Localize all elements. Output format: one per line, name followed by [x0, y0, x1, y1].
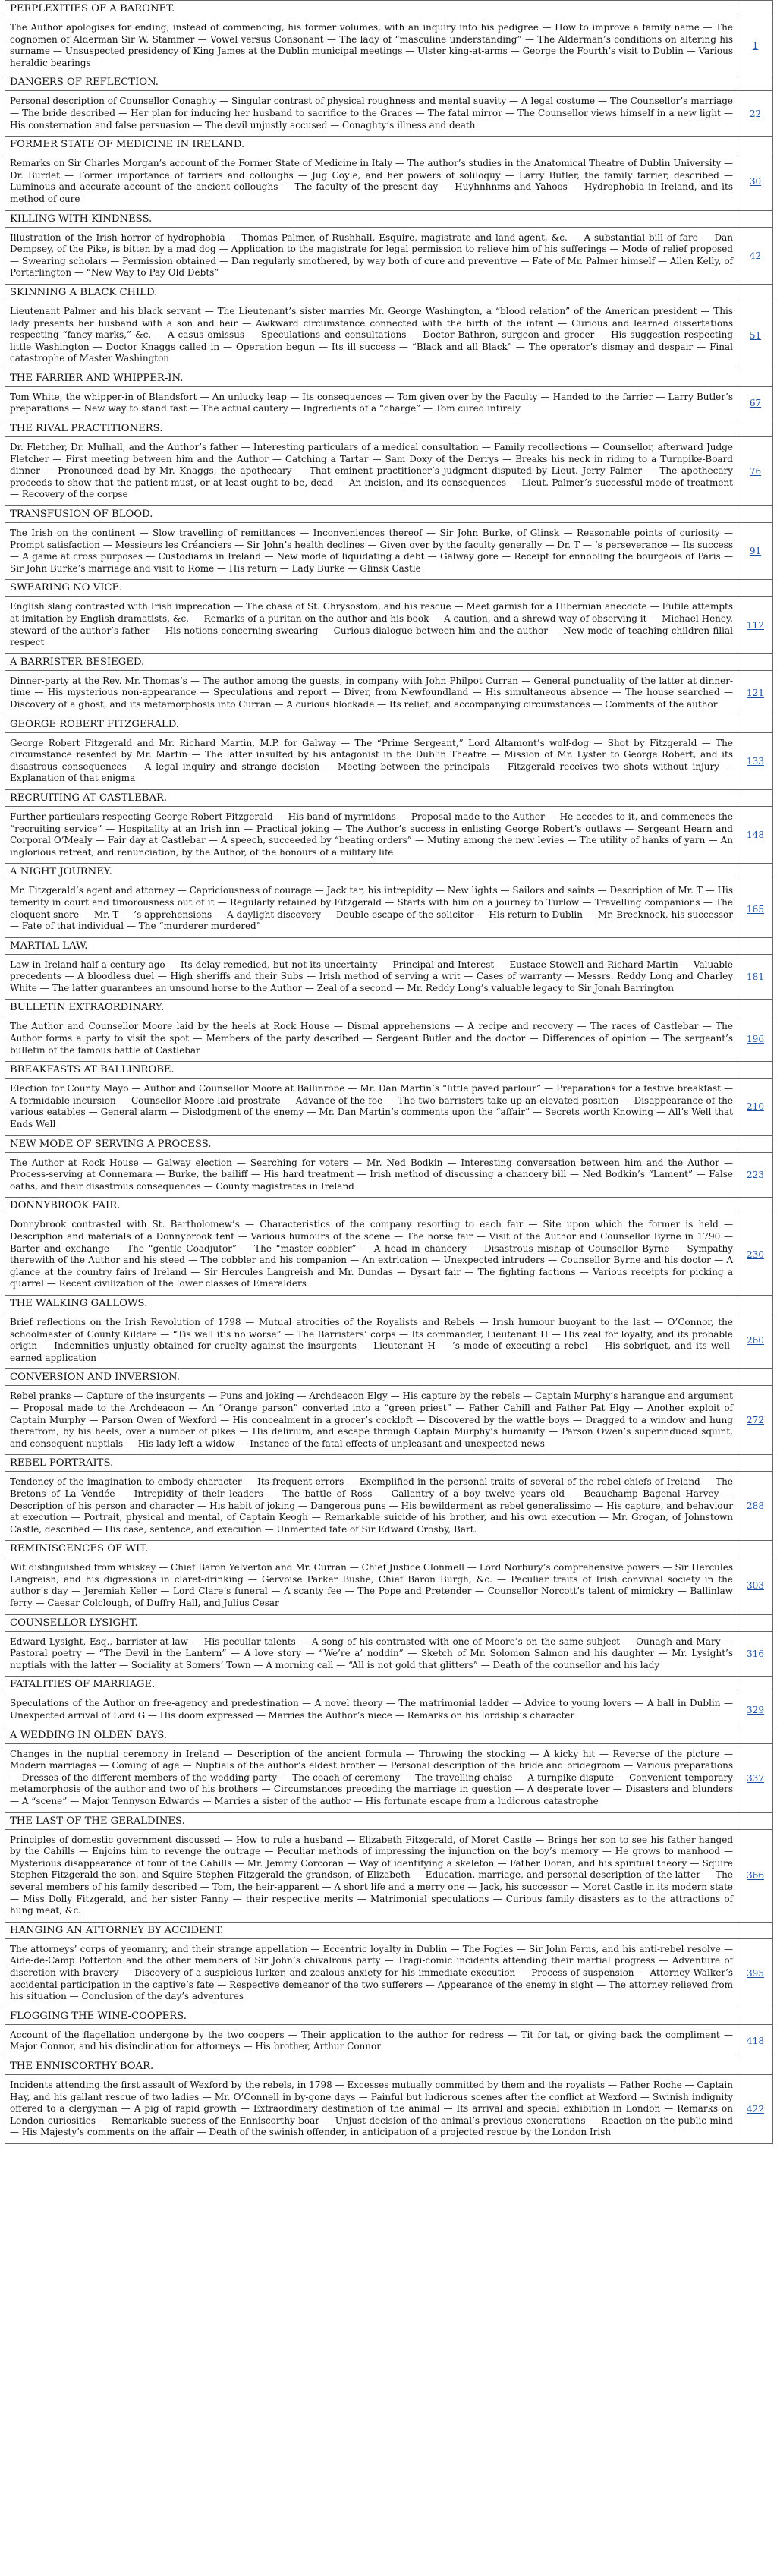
chapter-summary-row [5, 1693, 773, 1727]
chapter-title: DANGERS OF REFLECTION. [5, 74, 738, 91]
page-number-link[interactable]: 329 [747, 1705, 764, 1716]
chapter-title-row [5, 1455, 773, 1472]
chapter-title-row [5, 1727, 773, 1743]
chapter-title: BULLETIN EXTRAORDINARY. [5, 1000, 738, 1016]
page-number-link[interactable]: 30 [749, 176, 762, 187]
page-number-link[interactable]: 210 [747, 1101, 764, 1113]
page-number-link[interactable]: 366 [747, 1870, 764, 1882]
chapter-summary-row [5, 954, 773, 1000]
chapter-title-row [5, 284, 773, 301]
chapter-title-row [5, 74, 773, 91]
chapter-summary: Dinner-party at the Rev. Mr. Thomas’s — The author among the guests, in company with John Philpot Curran — General punctuality of the latter at dinner-time — His mysterious non-appearance — Speculations and report — Diver, from Newfoundland — His simultaneous absence — The house searched — Discovery of a ghost, and its metamorphosis into Curran — A curious blockade — Its relief, and accompanying circumstances — Comments of the author [5, 670, 738, 716]
chapter-summary: Speculations of the Author on free-agency and predestination — A novel theory — The matrimonial ladder — Advice to young lovers — A ball in Dublin — Unexpected arrival of Lord G — His doom expressed — Marries the Author’s niece — Remarks on his lordship’s character [5, 1693, 738, 1727]
chapter-summary-row [5, 153, 773, 210]
page-number-cell [738, 1557, 773, 1614]
page-number-link[interactable]: 418 [747, 2036, 764, 2047]
page-number-cell [738, 1631, 773, 1677]
page-number-link[interactable]: 42 [749, 250, 762, 261]
chapter-summary-row [5, 523, 773, 580]
blank-cell [738, 653, 773, 670]
page-number-cell [738, 2024, 773, 2058]
chapter-title: A BARRISTER BESIEGED. [5, 653, 738, 670]
chapter-title-row [5, 716, 773, 732]
chapter-title: CONVERSION AND INVERSION. [5, 1369, 738, 1386]
chapter-summary: Brief reflections on the Irish Revolution of 1798 — Mutual atrocities of the Royalists and Rebels — Irish humour buoyant to the last — O’Connor, the schoolmaster of County Kildare — “Tis well it’s no worse” — The Barristers’ corps — Its commander, Lieutenant H — His zeal for loyalty, and its probable origin — Indemnities unjustly obtained for cruelty against the insurgents — Lieutenant H — ’s mode of executing a rebel — His sobriquet, and its well-earned application [5, 1312, 738, 1368]
chapter-summary: Dr. Fletcher, Dr. Mulhall, and the Author’s father — Interesting particulars of a medical consultation — Family recollections — Counsellor, afterward Judge Fletcher — First meeting between him and the Author — Catching a Tartar — Sam Doxy of the Derrys — Breaks his neck in riding to a Turnpike-Board dinner — Pronounced dead by Mr. Knaggs, the apothecary — That eminent practitioner’s judgment disputed by Lieut. Jerry Palmer — The apothecary proceeds to show that the patient must, or at least ought to be, dead — An incision, and its consequences — Lieut. Palmer’s successful mode of treatment — Recovery of the corpse [5, 437, 738, 506]
chapter-summary: Law in Ireland half a century ago — Its delay remedied, but not its uncertainty — Principal and Interest — Eustace Stowell and Richard Martin — Valuable precedents — A bloodless duel — High sheriffs and their Subs — Irish method of serving a writ — Cases of warranty — Messrs. Reddy Long and Charley White — The latter guarantees an unsound horse to the Author — Zeal of a second — Mr. Reddy Long’s valuable legacy to Sir Jonah Barrington [5, 954, 738, 1000]
blank-cell [738, 1455, 773, 1472]
page-number-cell [738, 1016, 773, 1062]
chapter-title: REMINISCENCES OF WIT. [5, 1541, 738, 1557]
blank-cell [738, 1727, 773, 1743]
page-number-link[interactable]: 22 [749, 108, 762, 119]
chapter-title: RECRUITING AT CASTLEBAR. [5, 789, 738, 806]
chapter-summary-row [5, 301, 773, 370]
chapter-title-row [5, 789, 773, 806]
blank-cell [738, 1, 773, 17]
chapter-summary: Illustration of the Irish horror of hydrophobia — Thomas Palmer, of Rushhall, Esquire, magistrate and land-agent, &c. — A substantial bill of fare — Dan Dempsey, of the Pike, is bitten by a mad dog — Application to the magistrate for legal permission to relieve him of his sufferings — Mode of relief proposed — Swearing scholars — Permission obtained — Dan regularly smothered, by way both of cure and preventive — Fate of Mr. Palmer himself — Allen Kelly, of Portarlington — “New Way to Pay Old Debts” [5, 227, 738, 284]
chapter-title: TRANSFUSION OF BLOOD. [5, 506, 738, 523]
chapter-title-row [5, 1, 773, 17]
chapter-summary: Changes in the nuptial ceremony in Ireland — Description of the ancient formula — Throwing the stocking — A kicky hit — Reverse of the picture — Modern marriages — Coming of age — Nuptials of the author’s eldest brother — Personal description of the bride and bridegroom — Various preparations — Dresses of the different members of the wedding-party — The coach of ceremony — The travelling chaise — A turnpike dispute — Convenient temporary metamorphosis of the author and two of his brothers — Circumstances preceding the marriage in question — A desperate lover — Disasters and blunders — A “scene” — Major Tennyson Edwards — Marries a sister of the author — His fortunate escape from a ludicrous catastrophe [5, 1743, 738, 1812]
chapter-title-row [5, 1812, 773, 1829]
page-number-cell [738, 597, 773, 653]
blank-cell [738, 506, 773, 523]
chapter-title: THE RIVAL PRACTITIONERS. [5, 420, 738, 437]
chapter-summary-row [5, 1472, 773, 1541]
chapter-title: HANGING AN ATTORNEY BY ACCIDENT. [5, 1922, 738, 1938]
blank-cell [738, 1062, 773, 1079]
blank-cell [738, 420, 773, 437]
blank-cell [738, 137, 773, 153]
page-number-link[interactable]: 288 [747, 1501, 764, 1512]
page-number-link[interactable]: 1 [752, 40, 759, 52]
chapter-summary-row [5, 1079, 773, 1135]
page-number-link[interactable]: 91 [749, 546, 762, 557]
page-number-cell [738, 1312, 773, 1368]
blank-cell [738, 1677, 773, 1693]
chapter-summary-row [5, 670, 773, 716]
page-number-cell [738, 1152, 773, 1198]
chapter-summary: Edward Lysight, Esq., barrister-at-law — His peculiar talents — A song of his contrasted with one of Moore’s on the same subject — Ounagh and Mary — Pastoral poetry — “The Devil in the Lantern” — A love story — “We’re a’ noddin” — Sketch of Mr. Solomon Salmon and his daughter — Mr. Lysight’s nuptials with the latter — Sociality at Somers’ Town — A morning call — “All is not gold that glitters” — Death of the counsellor and his lady [5, 1631, 738, 1677]
chapter-title: REBEL PORTRAITS. [5, 1455, 738, 1472]
chapter-title-row [5, 937, 773, 954]
chapter-summary-row [5, 1312, 773, 1368]
chapter-summary: George Robert Fitzgerald and Mr. Richard Martin, M.P. for Galway — The “Prime Sergeant,” Lord Altamont’s wolf-dog — Shot by Fitzgerald — The circumstance resented by Mr. Martin — The latter insulted by his antagonist in the Dublin Theatre — Mission of Mr. Lyster to George Robert, and its disastrous consequences — A legal inquiry and strange decision — Meeting between the principals — Fitzgerald receives two shots without injury — Explanation of that enigma [5, 732, 738, 789]
page-number-link[interactable]: 67 [749, 398, 762, 409]
page-number-link[interactable]: 133 [747, 755, 764, 767]
page-number-cell [738, 670, 773, 716]
chapter-title-row [5, 1922, 773, 1938]
chapter-title-row [5, 370, 773, 386]
page-number-cell [738, 1829, 773, 1922]
page-number-link[interactable]: 76 [749, 466, 762, 477]
page-number-cell [738, 1079, 773, 1135]
chapter-title-row [5, 137, 773, 153]
blank-cell [738, 1614, 773, 1631]
chapter-summary-row [5, 1016, 773, 1062]
chapter-summary-row [5, 2024, 773, 2058]
chapter-summary: Principles of domestic government discussed — How to rule a husband — Elizabeth Fitzgerald, of Moret Castle — Brings her son to see his father hanged by the Cahills — Enjoins him to revenge the outrage — Peculiar methods of impressing the injunction on the boy’s memory — He grows to manhood — Mysterious disappearance of four of the Cahills — Mr. Jemmy Corcoran — Way of identifying a skeleton — Father Doran, and his spiritual theory — Squire Stephen Fitzgerald the son, and Squire Stephen Fitzgerald the grandson, of Elizabeth — Education, marriage, and personal description of the latter — The several members of his family described — Tom, the heir-apparent — A short life and a merry one — Jack, his successor — Moret Castle in its modern state — Miss Dolly Fitzgerald, and her sister Fanny — their respective merits — Matrimonial speculations — Curious family disasters as to the attractions of hung meat, &c. [5, 1829, 738, 1922]
chapter-title-row [5, 2058, 773, 2074]
chapter-summary: The Author apologises for ending, instead of commencing, his former volumes, with an inquiry into his pedigree — How to improve a family name — The cognomen of Alderman Sir W. Stammer — Vowel versus Consonant — The lady of “masculine understanding” — The Alderman’s conditions on altering his surname — Unsuspected presidency of King James at the Dublin municipal meetings — Ulster king-at-arms — George the Fourth’s visit to Dublin — Various heraldic bearings [5, 17, 738, 74]
page-number-cell [738, 806, 773, 863]
page-number-cell [738, 2074, 773, 2143]
chapter-summary-row [5, 91, 773, 137]
chapter-title: KILLING WITH KINDNESS. [5, 210, 738, 227]
chapter-summary-row [5, 1743, 773, 1812]
chapter-summary: Tendency of the imagination to embody character — Its frequent errors — Exemplified in the personal traits of several of the rebel chiefs of Ireland — The Bretons of La Vendée — Intrepidity of their leaders — The battle of Ross — Gallantry of a boy twelve years old — Beauchamp Bagenal Harvey — Description of his person and character — His habit of joking — Dangerous puns — His bewilderment as rebel generalissimo — His capture, and behaviour at execution — Portrait, physical and mental, of Captain Keogh — Remarkable suicide of his brother, and his own execution — Mr. Grogan, of Johnstown Castle, described — His case, sentence, and execution — Unmerited fate of Sir Edward Crosby, Bart. [5, 1472, 738, 1541]
page-number-cell [738, 1214, 773, 1296]
chapter-summary: English slang contrasted with Irish imprecation — The chase of St. Chrysostom, and his rescue — Meet garnish for a Hibernian anecdote — Futile attempts at imitation by English dramatists, &c. — Remarks of a puritan on the author and his book — A caution, and a shrewd way of observing it — Michael Heney, steward of the author’s father — His notions concerning swearing — Curious dialogue between him and the author — New mode of teaching children filial respect [5, 597, 738, 653]
chapter-title: NEW MODE OF SERVING A PROCESS. [5, 1135, 738, 1152]
chapter-title-row [5, 2008, 773, 2024]
blank-cell [738, 716, 773, 732]
chapter-title: SWEARING NO VICE. [5, 580, 738, 597]
blank-cell [738, 789, 773, 806]
chapter-title: FORMER STATE OF MEDICINE IN IRELAND. [5, 137, 738, 153]
page-number-link[interactable]: 165 [747, 903, 764, 915]
chapter-title-row [5, 1614, 773, 1631]
page-number-cell [738, 227, 773, 284]
chapter-summary: Donnybrook contrasted with St. Bartholomew’s — Characteristics of the company resorting to each fair — Site upon which the former is held — Description and materials of a Donnybrook tent — Various humours of the scene — The horse fair — Visit of the Author and Counsellor Byrne in 1790 — Barter and exchange — The “gentle Coadjutor” — The “master cobbler” — A head in chancery — Disastrous mishap of Counsellor Byrne — Sympathy therewith of the Author and his steed — The cobbler and his companion — An extrication — Unexpected intruders — Counsellor Byrne and his doctor — A glance at the country fairs of Ireland — Sir Hercules Langreish and Mr. Dundas — Dysart fair — The fighting factions — Various receipts for picking a quarrel — Recent civilization of the lower classes of Emeralders [5, 1214, 738, 1296]
chapter-title-row [5, 420, 773, 437]
page-number-cell [738, 301, 773, 370]
chapter-summary-row [5, 386, 773, 420]
chapter-title: FLOGGING THE WINE-COOPERS. [5, 2008, 738, 2024]
chapter-summary-row [5, 227, 773, 284]
blank-cell [738, 2008, 773, 2024]
chapter-title-row [5, 506, 773, 523]
chapter-summary-row [5, 806, 773, 863]
chapter-summary: The Irish on the continent — Slow travelling of remittances — Inconveniences thereof — Sir John Burke, of Glinsk — Reasonable points of curiosity — Prompt satisfaction — Messieurs les Créanciers — Sir John’s health declines — Given over by the faculty generally — Dr. T — ’s perseverance — Its success — A game at cross purposes — Custodiams in Ireland — New mode of liquidating a debt — Galway gore — Receipt for ennobling the bourgeois of Paris — Sir John Burke’s marriage and visit to Rome — His return — Lady Burke — Glinsk Castle [5, 523, 738, 580]
chapter-summary: Further particulars respecting George Robert Fitzgerald — His band of myrmidons — Proposal made to the Author — He accedes to it, and commences the “recruiting service” — Hospitality at an Irish inn — Practical joking — The Author’s success in enlisting George Robert’s outlaws — Sergeant Hearn and Corporal O’Mealy — Fair day at Castlebar — A speech, succeeded by “beating orders” — Mutiny among the new levies — The utility of hanks of yarn — An inglorious retreat, and renunciation, by the Author, of the honours of a military life [5, 806, 738, 863]
chapter-title-row [5, 1135, 773, 1152]
chapter-summary-row [5, 2074, 773, 2143]
page-number-link[interactable]: 181 [747, 972, 764, 983]
blank-cell [738, 1541, 773, 1557]
page-number-link[interactable]: 337 [747, 1772, 764, 1784]
toc-body [5, 1, 773, 2144]
chapter-title: PERPLEXITIES OF A BARONET. [5, 1, 738, 17]
chapter-summary: Account of the flagellation undergone by the two coopers — Their application to the author for redress — Tit for tat, or giving back the compliment — Major Connor, and his disinclination for attorneys — His brother, Arthur Connor [5, 2024, 738, 2058]
chapter-summary: Wit distinguished from whiskey — Chief Baron Yelverton and Mr. Curran — Chief Justice Clonmell — Lord Norbury’s comprehensive powers — Sir Hercules Langreish, and his digressions in claret-drinking — Gervoise Parker Bushe, Chief Baron Burgh, &c. — Peculiar traits of Irish convivial society in the author’s day — Jeremiah Keller — Lord Clare’s funeral — A scanty fee — The Pope and Pretender — Counsellor Norcott’s talent of mimickry — Ballinlaw ferry — Caesar Colclough, of Duffry Hall, and Julius Cesar [5, 1557, 738, 1614]
page-number-link[interactable]: 303 [747, 1580, 764, 1592]
page-number-link[interactable]: 196 [747, 1033, 764, 1044]
chapter-summary: The Author and Counsellor Moore laid by the heels at Rock House — Dismal apprehensions — A recipe and recovery — The races of Castlebar — The Author forms a party to visit the spot — Members of the party described — Sergeant Butler and the doctor — Differences of opinion — The sergeant’s bulletin of the famous battle of Castlebar [5, 1016, 738, 1062]
chapter-summary: Election for County Mayo — Author and Counsellor Moore at Ballinrobe — Mr. Dan Martin’s “little paved parlour” — Preparations for a festive breakfast — A formidable incursion — Counsellor Moore laid prostrate — Advance of the foe — The two barristers take up an elevated position — Disappearance of the various eatables — General alarm — Dislodgment of the enemy — Mr. Dan Martin’s comments upon the “affair” — Secrets worth Knowing — All’s Well that Ends Well [5, 1079, 738, 1135]
chapter-summary: Mr. Fitzgerald’s agent and attorney — Capriciousness of courage — Jack tar, his intrepidity — New lights — Sailors and saints — Description of Mr. T — His temerity in court and timorousness out of it — Regularly retained by Fitzgerald — Starts with him on a journey to Turlow — Travelling companions — The eloquent snore — Mr. T — ’s apprehensions — A daylight discovery — Double escape of the solicitor — His return to Dublin — Mr. Brecknock, his successor — Fate of that individual — The “murderer murdered” [5, 880, 738, 937]
chapter-summary-row [5, 1152, 773, 1198]
page-number-cell [738, 91, 773, 137]
page-number-cell [738, 954, 773, 1000]
chapter-summary-row [5, 17, 773, 74]
page-number-link[interactable]: 395 [747, 1967, 764, 1979]
blank-cell [738, 1135, 773, 1152]
chapter-summary-row [5, 1386, 773, 1455]
page-number-cell [738, 437, 773, 506]
chapter-summary: The Author at Rock House — Galway election — Searching for voters — Mr. Ned Bodkin — Interesting conversation between him and the Author — Process-serving at Connemara — Burke, the bailiff — His hard treatment — Irish method of discussing a chancery bill — Ned Bodkin’s “Lament” — False oaths, and their disastrous consequences — County magistrates in Ireland [5, 1152, 738, 1198]
blank-cell [738, 1198, 773, 1214]
blank-cell [738, 2058, 773, 2074]
blank-cell [738, 1812, 773, 1829]
chapter-title-row [5, 1369, 773, 1386]
chapter-title: THE FARRIER AND WHIPPER-IN. [5, 370, 738, 386]
page-number-link[interactable]: 121 [747, 688, 764, 699]
blank-cell [738, 1295, 773, 1312]
blank-cell [738, 580, 773, 597]
blank-cell [738, 370, 773, 386]
blank-cell [738, 74, 773, 91]
blank-cell [738, 210, 773, 227]
page-number-cell [738, 386, 773, 420]
page-number-cell [738, 1743, 773, 1812]
chapter-title: A NIGHT JOURNEY. [5, 864, 738, 880]
page-number-cell [738, 1693, 773, 1727]
chapter-title: MARTIAL LAW. [5, 937, 738, 954]
page-number-cell [738, 153, 773, 210]
chapter-summary: The attorneys’ corps of yeomanry, and their strange appellation — Eccentric loyalty in Dublin — The Fogies — Sir John Ferns, and his anti-rebel resolve — Aide-de-Camp Potterton and the other members of Sir John’s chivalrous party — Tragi-comic incidents attending their martial progress — Adventure of discretion with bravery — Discovery of a suspicious lurker, and zealous anxiety for his immediate execution — Process of suspension — Attorney Walker’s accidental participation in the captive’s fate — Respective demeanor of the two sufferers — Appearance of the enemy in sight — The attorney relieved from his situation — Conclusion of the day’s adventures [5, 1938, 738, 2008]
chapter-summary: Incidents attending the first assault of Wexford by the rebels, in 1798 — Excesses mutually committed by them and the royalists — Father Roche — Captain Hay, and his gallant rescue of two ladies — Mr. O’Connell in by-gone days — Painful but ludicrous scenes after the conflict at Wexford — Swinish indignity offered to a clergyman — A pig of rapid growth — Extraordinary destination of the animal — Its arrival and special exhibition in London — Remarks on London curiosities — Remarkable success of the Enniscorthy boar — Unjust decision of the animal’s previous exonerations — Reaction on the public mind — His Majesty’s comments on the affair — Death of the swinish offender, in anticipation of a projected rescue by the London Irish [5, 2074, 738, 2143]
chapter-title: FATALITIES OF MARRIAGE. [5, 1677, 738, 1693]
chapter-title: DONNYBROOK FAIR. [5, 1198, 738, 1214]
page-number-cell [738, 1938, 773, 2008]
page-number-cell [738, 1386, 773, 1455]
chapter-title-row [5, 864, 773, 880]
blank-cell [738, 1000, 773, 1016]
chapter-title-row [5, 1541, 773, 1557]
chapter-title-row [5, 1198, 773, 1214]
page-number-link[interactable]: 148 [747, 830, 764, 841]
chapter-title: THE LAST OF THE GERALDINES. [5, 1812, 738, 1829]
chapter-title-row [5, 210, 773, 227]
chapter-title-row [5, 1062, 773, 1079]
page-number-cell [738, 880, 773, 937]
table-of-contents [5, 0, 773, 2144]
page-number-link[interactable]: 223 [747, 1170, 764, 1181]
page-number-link[interactable]: 260 [747, 1335, 764, 1346]
chapter-summary: Lieutenant Palmer and his black servant — The Lieutenant’s sister marries Mr. George Washington, a “blood relation” of the American president — This lady presents her husband with a son and heir — Awkward circumstance connected with the birth of the infant — Curious and learned dissertations respecting “fancy-marks,” &c. — A casus omissus — Speculations and consultations — Doctor Bathron, surgeon and grocer — His suggestion respecting little Washington — Doctor Knaggs called in — Operation begun — Its ill success — “Black and all Black” — The operator’s dismay and despair — Final catastrophe of Master Washington [5, 301, 738, 370]
chapter-summary-row [5, 1214, 773, 1296]
chapter-summary: Rebel pranks — Capture of the insurgents — Puns and joking — Archdeacon Elgy — His capture by the rebels — Captain Murphy’s harangue and argument — Proposal made to the Archdeacon — An “Orange parson” converted into a “green priest” — Father Cahill and Father Pat Elgy — Another exploit of Captain Murphy — Parson Owen of Wexford — His concealment in a grocer’s cockloft — Discovered by the wattle boys — Dragged to a window and hung therefrom, by his heels, over a number of pikes — His delirium, and escape through Captain Murphy’s humanity — Parson Owen’s superinduced squint, and consequent nuptials — His lady left a widow — Instance of the fatal effects of unpleasant and unexpected news [5, 1386, 738, 1455]
chapter-title-row [5, 1000, 773, 1016]
page-number-link[interactable]: 422 [747, 2103, 764, 2115]
chapter-title: BREAKFASTS AT BALLINROBE. [5, 1062, 738, 1079]
chapter-summary: Remarks on Sir Charles Morgan’s account of the Former State of Medicine in Italy — The author’s studies in the Anatomical Theatre of Dublin University — Dr. Burdet — Former importance of farriers and colloughs — Jug Coyle, and her powers of soliloquy — Larry Butler, the family farrier, described — Luminous and accurate account of the ancient colloughs — The faculty of the present day — Huyhnhnms and Yahoos — Hydrophobia in Ireland, and its method of cure [5, 153, 738, 210]
chapter-title-row [5, 580, 773, 597]
chapter-title: THE ENNISCORTHY BOAR. [5, 2058, 738, 2074]
blank-cell [738, 864, 773, 880]
chapter-summary: Tom White, the whipper-in of Blandsfort — An unlucky leap — Its consequences — Tom given over by the Faculty — Handed to the farrier — Larry Butler’s preparations — New way to stand fast — The actual cautery — Ingredients of a “charge” — Tom cured intirely [5, 386, 738, 420]
chapter-summary-row [5, 1829, 773, 1922]
chapter-title: A WEDDING IN OLDEN DAYS. [5, 1727, 738, 1743]
page-number-cell [738, 523, 773, 580]
chapter-title: THE WALKING GALLOWS. [5, 1295, 738, 1312]
chapter-summary-row [5, 732, 773, 789]
page-number-link[interactable]: 112 [747, 619, 764, 631]
blank-cell [738, 937, 773, 954]
chapter-title: COUNSELLOR LYSIGHT. [5, 1614, 738, 1631]
chapter-title-row [5, 1295, 773, 1312]
chapter-title: SKINNING A BLACK CHILD. [5, 284, 738, 301]
page-number-cell [738, 1472, 773, 1541]
page-number-cell [738, 17, 773, 74]
blank-cell [738, 1922, 773, 1938]
chapter-summary-row [5, 1938, 773, 2008]
page-number-cell [738, 732, 773, 789]
blank-cell [738, 1369, 773, 1386]
page-number-link[interactable]: 316 [747, 1649, 764, 1660]
chapter-summary-row [5, 597, 773, 653]
chapter-summary-row [5, 1557, 773, 1614]
chapter-summary-row [5, 880, 773, 937]
chapter-summary: Personal description of Counsellor Conaghty — Singular contrast of physical roughness and mental suavity — A legal costume — The Counsellor’s marriage — The bride described — Her plan for inducing her husband to sacrifice to the Graces — The fatal mirror — The Counsellor views himself in a new light — His consternation and false persuasion — The devil unjustly accused — Conaghty’s illness and death [5, 91, 738, 137]
chapter-title: GEORGE ROBERT FITZGERALD. [5, 716, 738, 732]
blank-cell [738, 284, 773, 301]
chapter-title-row [5, 653, 773, 670]
page-number-link[interactable]: 51 [749, 329, 762, 341]
page-number-link[interactable]: 230 [747, 1249, 764, 1261]
page-number-link[interactable]: 272 [747, 1415, 764, 1426]
chapter-title-row [5, 1677, 773, 1693]
chapter-summary-row [5, 1631, 773, 1677]
chapter-summary-row [5, 437, 773, 506]
